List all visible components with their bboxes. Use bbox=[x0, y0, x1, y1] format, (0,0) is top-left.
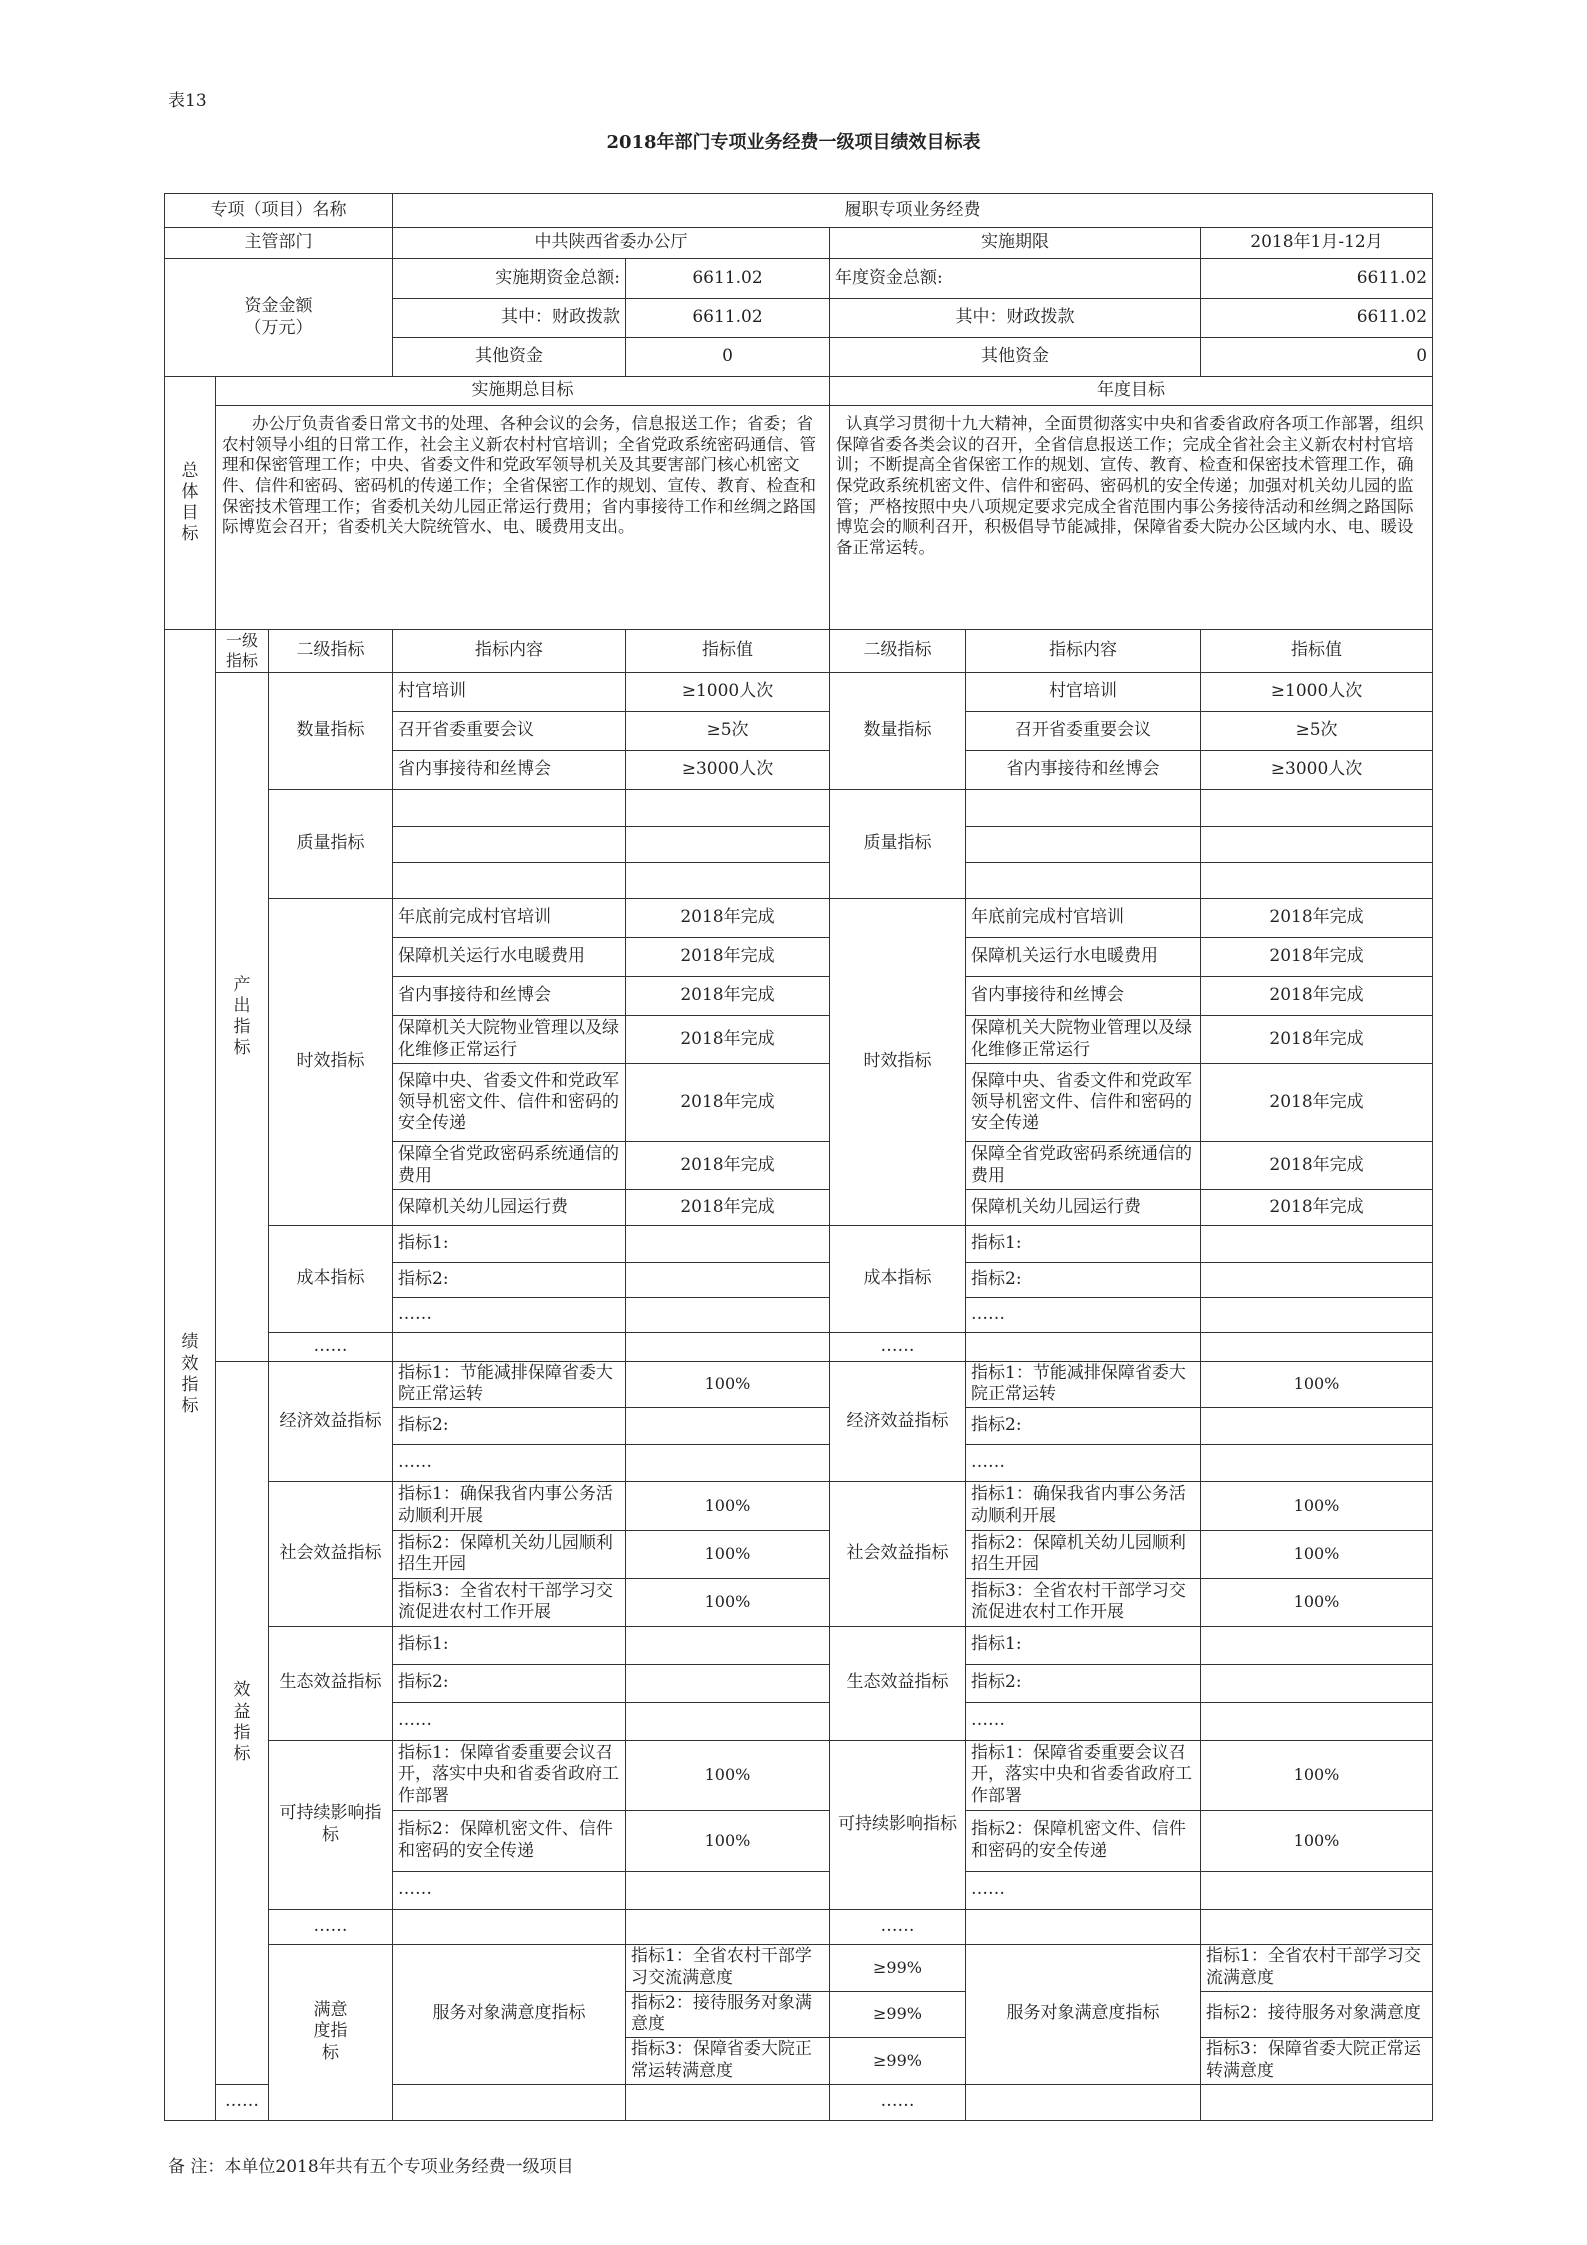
performance-target-table bbox=[164, 193, 1433, 2121]
indicator-value bbox=[626, 1664, 830, 1702]
indicator-value bbox=[626, 1444, 830, 1481]
indicator-content: 指标1：确保我省内事公务活动顺利开展 bbox=[393, 1481, 626, 1530]
goals-text-row bbox=[165, 406, 1433, 630]
ecological-indicator-label: 生态效益指标 bbox=[269, 1626, 393, 1740]
total-fund-value: 6611.02 bbox=[626, 259, 830, 299]
annual-indicator-value bbox=[1201, 1871, 1433, 1909]
annual-indicator-value bbox=[1201, 1407, 1433, 1444]
indicator-value: 100% bbox=[626, 1810, 830, 1871]
indicator-content: …… bbox=[393, 1702, 626, 1740]
indicator-header-row bbox=[165, 630, 1433, 673]
annual-ellipsis-row: …… bbox=[830, 1333, 966, 1362]
annual-ellipsis-row: …… bbox=[830, 1909, 966, 1944]
annual-indicator-value: ≥5次 bbox=[1201, 712, 1433, 751]
annual-total-label: 年度资金总额: bbox=[830, 259, 1201, 299]
annual-quantity-indicator-label: 数量指标 bbox=[830, 673, 966, 790]
annual-timeliness-indicator-label: 时效指标 bbox=[830, 899, 966, 1226]
annual-indicator-content bbox=[966, 863, 1201, 899]
annual-content-header: 指标内容 bbox=[966, 630, 1201, 673]
annual-indicator-value bbox=[1201, 1263, 1433, 1298]
annual-indicator-content: …… bbox=[966, 1444, 1201, 1481]
period-goal-text: 办公厅负责省委日常文书的处理、各种会议的会务，信息报送工作；省委；省农村领导小组的日常工作，社会主义新农村村官培训；全省党政系统密码通信、管理和保密管理工作；中央、省委文件和党政军领导机关及其要害部门核心机密文件、信件和密码、密码机的传递工作；全省保密工作的规划、宣传、教育、检查和保密技术管理工作；省委机关幼儿园正常运行费用；省内事接待工作和丝绸之路国际博览会召开；省委机关大院统管水、电、暖费用支出。 bbox=[216, 406, 830, 630]
indicator-value: ≥99% bbox=[830, 1991, 966, 2037]
indicator-content: 召开省委重要会议 bbox=[393, 712, 626, 751]
output-indicator-label: 产 出 指 标 bbox=[216, 673, 269, 1362]
indicator-value bbox=[626, 1702, 830, 1740]
annual-indicator-content: 指标1：确保我省内事公务活动顺利开展 bbox=[966, 1481, 1201, 1530]
indicator-content bbox=[393, 863, 626, 899]
indicator-content: …… bbox=[393, 1871, 626, 1909]
annual-other-label: 其他资金 bbox=[830, 338, 1201, 377]
annual-indicator-value: 100% bbox=[1201, 1578, 1433, 1626]
indicator-content: 指标1: bbox=[393, 1626, 626, 1664]
period-label: 实施期限 bbox=[830, 228, 1201, 259]
ellipsis-row: …… bbox=[269, 1909, 393, 1944]
content-header: 指标内容 bbox=[393, 630, 626, 673]
annual-other-value: 0 bbox=[1201, 338, 1433, 377]
annual-sustainable-indicator-label: 可持续影响指标 bbox=[830, 1740, 966, 1909]
table-row bbox=[165, 790, 1433, 827]
annual-social-indicator-label: 社会效益指标 bbox=[830, 1481, 966, 1626]
annual-indicator-content bbox=[966, 1333, 1201, 1362]
annual-indicator-content: 省内事接待和丝博会 bbox=[966, 751, 1201, 790]
annual-indicator-value: 100% bbox=[1201, 1530, 1433, 1578]
indicator-value bbox=[626, 1626, 830, 1664]
indicator-content: 年底前完成村官培训 bbox=[393, 899, 626, 938]
annual-indicator-value: ≥1000人次 bbox=[1201, 673, 1433, 712]
indicator-content: 指标2: bbox=[393, 1407, 626, 1444]
annual-indicator-content: 指标2：保障机密文件、信件和密码的安全传递 bbox=[966, 1810, 1201, 1871]
annual-indicator-content: 省内事接待和丝博会 bbox=[966, 977, 1201, 1016]
indicator-value: 2018年完成 bbox=[626, 1016, 830, 1064]
benefit-indicator-label: 效 益 指 标 bbox=[216, 1362, 269, 2085]
other-fund-value: 0 bbox=[626, 338, 830, 377]
annual-indicator-content: 指标1: bbox=[966, 1626, 1201, 1664]
fiscal-value: 6611.02 bbox=[626, 299, 830, 338]
annual-indicator-content: …… bbox=[966, 1298, 1201, 1333]
annual-indicator-content: 指标2: bbox=[966, 1664, 1201, 1702]
annual-quality-indicator-label: 质量指标 bbox=[830, 790, 966, 899]
annual-indicator-content: 村官培训 bbox=[966, 673, 1201, 712]
indicator-content: 指标1：全省农村干部学习交流满意度 bbox=[626, 1944, 830, 1991]
indicator-content: 指标3：全省农村干部学习交流促进农村工作开展 bbox=[393, 1578, 626, 1626]
quality-indicator-label: 质量指标 bbox=[269, 790, 393, 899]
page-title: 2018年部门专项业务经费一级项目绩效目标表 bbox=[606, 132, 981, 153]
indicator-content: 指标1：节能减排保障省委大院正常运转 bbox=[393, 1362, 626, 1408]
fund-label bbox=[165, 259, 393, 377]
indicator-value: 100% bbox=[626, 1362, 830, 1408]
table-row bbox=[165, 1740, 1433, 1810]
fund-label-line1: 资金金额 bbox=[244, 296, 313, 317]
sustainable-indicator-label: 可持续影响指标 bbox=[269, 1740, 393, 1909]
annual-indicator-value: 2018年完成 bbox=[1201, 899, 1433, 938]
annual-indicator-value: 2018年完成 bbox=[1201, 1016, 1433, 1064]
annual-ecological-indicator-label: 生态效益指标 bbox=[830, 1626, 966, 1740]
total-fund-label: 实施期资金总额: bbox=[393, 259, 626, 299]
indicator-content: 保障中央、省委文件和党政军领导机密文件、信件和密码的安全传递 bbox=[393, 1064, 626, 1142]
indicator-content: 保障机关大院物业管理以及绿化维修正常运行 bbox=[393, 1016, 626, 1064]
indicator-value bbox=[626, 1909, 830, 1944]
indicator-value bbox=[626, 863, 830, 899]
indicator-value: 2018年完成 bbox=[626, 1142, 830, 1190]
annual-indicator-value: 2018年完成 bbox=[1201, 938, 1433, 977]
project-name: 履职专项业务经费 bbox=[393, 194, 1433, 228]
indicator-content: 指标3：保障省委大院正常运转满意度 bbox=[626, 2037, 830, 2084]
indicator-value bbox=[626, 1298, 830, 1333]
annual-goal-text: 认真学习贯彻十九大精神，全面贯彻落实中央和省委省政府各项工作部署，组织保障省委各类会议的召开，全省信息报送工作；完成全省社会主义新农村村官培训；不断提高全省保密工作的规划、宣传、教育、检查和保密技术管理工作，确保党政系统机密文件、信件和密码、密码机的安全传递；加强对机关幼儿园的监管；严格按照中央八项规定要求完成全省范围内事公务接待活动和丝绸之路国际博览会的顺利召开，积极倡导节能减排，保障省委大院办公区域内水、电、暖设备正常运转。 bbox=[830, 406, 1433, 630]
annual-indicator-content: 保障全省党政密码系统通信的费用 bbox=[966, 1142, 1201, 1190]
annual-indicator-value: 2018年完成 bbox=[1201, 1064, 1433, 1142]
indicator-value: 2018年完成 bbox=[626, 938, 830, 977]
department-label: 主管部门 bbox=[165, 228, 393, 259]
indicator-content: 省内事接待和丝博会 bbox=[393, 977, 626, 1016]
indicator-content: 指标2：保障机密文件、信件和密码的安全传递 bbox=[393, 1810, 626, 1871]
indicator-value: ≥99% bbox=[830, 1944, 966, 1991]
level1-header: 一级 指标 bbox=[216, 630, 269, 673]
table-row bbox=[165, 1226, 1433, 1263]
annual-indicator-value bbox=[1201, 2084, 1433, 2120]
annual-total-value: 6611.02 bbox=[1201, 259, 1433, 299]
table-row bbox=[165, 1333, 1433, 1362]
indicator-content: …… bbox=[393, 1444, 626, 1481]
annual-indicator-content: …… bbox=[966, 1871, 1201, 1909]
annual-goal-label: 年度目标 bbox=[830, 377, 1433, 406]
indicator-value: 2018年完成 bbox=[626, 1064, 830, 1142]
indicator-content: 指标1：保障省委重要会议召开，落实中央和省委省政府工作部署 bbox=[393, 1740, 626, 1810]
timeliness-indicator-label: 时效指标 bbox=[269, 899, 393, 1226]
table-row bbox=[165, 1481, 1433, 1530]
indicator-value bbox=[626, 2084, 830, 2120]
annual-indicator-value bbox=[1201, 1444, 1433, 1481]
annual-indicator-content bbox=[966, 2084, 1201, 2120]
annual-indicator-value bbox=[1201, 1333, 1433, 1362]
annual-fiscal-value: 6611.02 bbox=[1201, 299, 1433, 338]
indicator-value bbox=[626, 1226, 830, 1263]
annual-indicator-value bbox=[1201, 1626, 1433, 1664]
annual-economic-indicator-label: 经济效益指标 bbox=[830, 1362, 966, 1482]
table-row bbox=[165, 1944, 1433, 1991]
fiscal-label: 其中：财政拨款 bbox=[393, 299, 626, 338]
annual-indicator-value: 2018年完成 bbox=[1201, 1142, 1433, 1190]
period-goal-label: 实施期总目标 bbox=[216, 377, 830, 406]
annual-indicator-content: 指标2：保障机关幼儿园顺利招生开园 bbox=[966, 1530, 1201, 1578]
indicator-content: 保障机关运行水电暖费用 bbox=[393, 938, 626, 977]
indicator-content: 省内事接待和丝博会 bbox=[393, 751, 626, 790]
cost-indicator-label: 成本指标 bbox=[269, 1226, 393, 1333]
indicator-content: 指标1: bbox=[393, 1226, 626, 1263]
annual-indicator-value: 2018年完成 bbox=[1201, 1190, 1433, 1226]
annual-value-header: 指标值 bbox=[1201, 630, 1433, 673]
annual-indicator-content: 召开省委重要会议 bbox=[966, 712, 1201, 751]
annual-service-satisfaction-label: 服务对象满意度指标 bbox=[966, 1944, 1201, 2084]
annual-indicator-content: 指标3：全省农村干部学习交流促进农村工作开展 bbox=[966, 1578, 1201, 1626]
annual-indicator-value: 100% bbox=[1201, 1740, 1433, 1810]
indicator-content: 指标2: bbox=[393, 1263, 626, 1298]
annual-indicator-value bbox=[1201, 827, 1433, 863]
annual-indicator-value bbox=[1201, 1226, 1433, 1263]
annual-indicator-content: 指标1: bbox=[966, 1226, 1201, 1263]
value-header: 指标值 bbox=[626, 630, 830, 673]
indicator-value: ≥99% bbox=[830, 2037, 966, 2084]
department-name: 中共陕西省委办公厅 bbox=[393, 228, 830, 259]
ellipsis-row: …… bbox=[216, 2084, 269, 2120]
annual-indicator-value: 2018年完成 bbox=[1201, 977, 1433, 1016]
annual-indicator-value: ≥3000人次 bbox=[1201, 751, 1433, 790]
annual-level2-header: 二级指标 bbox=[830, 630, 966, 673]
social-indicator-label: 社会效益指标 bbox=[269, 1481, 393, 1626]
period-value: 2018年1月-12月 bbox=[1201, 228, 1433, 259]
indicator-value: 100% bbox=[626, 1481, 830, 1530]
annual-indicator-content: 保障机关大院物业管理以及绿化维修正常运行 bbox=[966, 1016, 1201, 1064]
overall-goal-side-label: 总 体 目 标 bbox=[165, 377, 216, 630]
annual-cost-indicator-label: 成本指标 bbox=[830, 1226, 966, 1333]
project-label: 专项（项目）名称 bbox=[165, 194, 393, 228]
footnote: 备 注：本单位2018年共有五个专项业务经费一级项目 bbox=[168, 2157, 574, 2177]
indicator-content: 保障机关幼儿园运行费 bbox=[393, 1190, 626, 1226]
indicator-value: 100% bbox=[626, 1578, 830, 1626]
table-row bbox=[165, 673, 1433, 712]
indicator-value: ≥1000人次 bbox=[626, 673, 830, 712]
indicator-value bbox=[626, 790, 830, 827]
indicator-value: 2018年完成 bbox=[626, 899, 830, 938]
quantity-indicator-label: 数量指标 bbox=[269, 673, 393, 790]
indicator-content: 保障全省党政密码系统通信的费用 bbox=[393, 1142, 626, 1190]
indicator-value: ≥3000人次 bbox=[626, 751, 830, 790]
indicator-value bbox=[626, 1871, 830, 1909]
table-number: 表13 bbox=[168, 91, 207, 111]
indicator-value bbox=[626, 1263, 830, 1298]
indicator-content: …… bbox=[393, 1298, 626, 1333]
annual-indicator-content: 保障中央、省委文件和党政军领导机密文件、信件和密码的安全传递 bbox=[966, 1064, 1201, 1142]
economic-indicator-label: 经济效益指标 bbox=[269, 1362, 393, 1482]
indicator-value bbox=[626, 1407, 830, 1444]
service-satisfaction-label: 服务对象满意度指标 bbox=[393, 1944, 626, 2084]
annual-indicator-content: 指标1：全省农村干部学习交流满意度 bbox=[1201, 1944, 1433, 1991]
annual-indicator-value: 100% bbox=[1201, 1362, 1433, 1408]
table-row bbox=[165, 1362, 1433, 1408]
indicator-content bbox=[393, 2084, 626, 2120]
annual-indicator-content: …… bbox=[966, 1702, 1201, 1740]
indicator-content: 指标2：保障机关幼儿园顺利招生开园 bbox=[393, 1530, 626, 1578]
annual-indicator-value bbox=[1201, 1702, 1433, 1740]
indicator-value: 100% bbox=[626, 1740, 830, 1810]
annual-indicator-content: 指标2: bbox=[966, 1263, 1201, 1298]
annual-indicator-content bbox=[966, 790, 1201, 827]
annual-indicator-content: 指标1：节能减排保障省委大院正常运转 bbox=[966, 1362, 1201, 1408]
annual-indicator-content: 保障机关幼儿园运行费 bbox=[966, 1190, 1201, 1226]
annual-indicator-content: 保障机关运行水电暖费用 bbox=[966, 938, 1201, 977]
indicator-value: 100% bbox=[626, 1530, 830, 1578]
annual-indicator-value: 100% bbox=[1201, 1810, 1433, 1871]
indicator-value: 2018年完成 bbox=[626, 977, 830, 1016]
annual-fiscal-label: 其中：财政拨款 bbox=[830, 299, 1201, 338]
performance-indicator-side-label: 绩 效 指 标 bbox=[165, 630, 216, 2121]
fund-total-row bbox=[165, 259, 1433, 299]
annual-indicator-content: 指标1：保障省委重要会议召开，落实中央和省委省政府工作部署 bbox=[966, 1740, 1201, 1810]
annual-indicator-value: 100% bbox=[1201, 1481, 1433, 1530]
other-fund-label: 其他资金 bbox=[393, 338, 626, 377]
indicator-content bbox=[393, 790, 626, 827]
annual-indicator-content bbox=[966, 827, 1201, 863]
indicator-content: 指标2：接待服务对象满意度 bbox=[626, 1991, 830, 2037]
fund-label-line2: （万元） bbox=[244, 317, 313, 338]
project-row bbox=[165, 194, 1433, 228]
satisfaction-indicator-label: 满意 度指 标 bbox=[269, 1944, 393, 2120]
annual-indicator-content: 年底前完成村官培训 bbox=[966, 899, 1201, 938]
department-row bbox=[165, 228, 1433, 259]
annual-ellipsis-row: …… bbox=[830, 2084, 966, 2120]
ellipsis-row: …… bbox=[269, 1333, 393, 1362]
annual-indicator-content: 指标2: bbox=[966, 1407, 1201, 1444]
table-row bbox=[165, 1909, 1433, 1944]
indicator-content: 指标2: bbox=[393, 1664, 626, 1702]
level2-header: 二级指标 bbox=[269, 630, 393, 673]
annual-indicator-value bbox=[1201, 863, 1433, 899]
goals-header-row bbox=[165, 377, 1433, 406]
indicator-value: ≥5次 bbox=[626, 712, 830, 751]
indicator-value bbox=[626, 827, 830, 863]
annual-indicator-value bbox=[1201, 1664, 1433, 1702]
indicator-content bbox=[393, 827, 626, 863]
table-row bbox=[165, 1626, 1433, 1664]
indicator-content bbox=[393, 1333, 626, 1362]
annual-indicator-value bbox=[1201, 790, 1433, 827]
annual-indicator-content bbox=[966, 1909, 1201, 1944]
annual-indicator-content: 指标3：保障省委大院正常运转满意度 bbox=[1201, 2037, 1433, 2084]
annual-indicator-value bbox=[1201, 1909, 1433, 1944]
indicator-value bbox=[626, 1333, 830, 1362]
indicator-content bbox=[393, 1909, 626, 1944]
annual-indicator-value bbox=[1201, 1298, 1433, 1333]
annual-indicator-content: 指标2：接待服务对象满意度 bbox=[1201, 1991, 1433, 2037]
table-row bbox=[165, 899, 1433, 938]
indicator-content: 村官培训 bbox=[393, 673, 626, 712]
indicator-value: 2018年完成 bbox=[626, 1190, 830, 1226]
